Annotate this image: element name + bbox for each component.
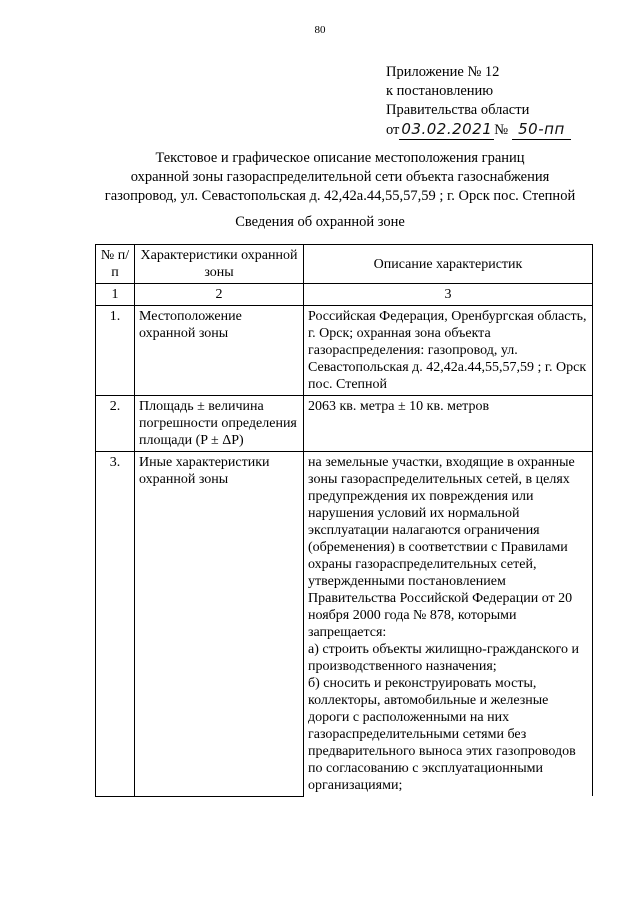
appendix-date-line [386,120,571,140]
row-characteristic: Площадь ± величина погрешности определения площади (P ± ΔP) [135,396,304,452]
index-cell: 3 [304,284,593,306]
table-index-row [96,284,593,306]
zone-table [95,244,593,797]
title-line-3: газопровод, ул. Севастопольская д. 42,42а.44,55,57,59 ; г. Орск пос. Степной [104,188,576,204]
row-description: 2063 кв. метра ± 10 кв. метров [304,396,593,452]
row-characteristic: Иные характеристики охранной зоны [135,452,304,797]
header-num: № п/п [96,245,135,284]
row-num: 2. [96,396,135,452]
appendix-line-2: к постановлению [386,83,494,99]
appendix-line-1: Приложение № 12 [386,64,500,80]
date-prefix: от [386,122,400,138]
row-num: 3. [96,452,135,797]
appendix-line-3: Правительства области [386,102,530,118]
handwritten-number: 50-пп [512,120,571,140]
header-description: Описание характеристик [304,245,593,284]
table-row [96,452,593,797]
title-line-2: охранной зоны газораспределительной сети объекта газоснабжения [130,169,550,185]
title-line-1: Текстовое и графическое описание местоположения границ [155,150,525,166]
row-description [304,452,593,797]
table-row [96,396,593,452]
table-row [96,306,593,396]
row-description: Российская Федерация, Оренбургская область, г. Орск; охранная зона объекта газораспределения: газопровод, ул. Севастопольская д. 42,42а.44,55,57,59 ; г. Орск пос. Степной [304,306,593,396]
handwritten-date: 03.02.2021 [401,120,493,138]
table-header-row [96,245,593,284]
description-paragraph: на земельные участки, входящие в охранные зоны газораспределительных сетей, в целях предупреждения их повреждения или нарушения условий их нормальной эксплуатации налагаются ограничения (обременения) в соответствии с Правилами охраны газораспределительных сетей, утвержденными постановлением Правительства Российской Федерации от 20 ноября 2000 года № 878, которыми запрещается: [308,455,575,640]
index-cell: 1 [96,284,135,306]
section-subtitle: Сведения об охранной зоне [235,214,405,230]
page-number: 80 [314,24,326,36]
appendix-block [386,63,571,140]
document-title [80,149,600,206]
index-cell: 2 [135,284,304,306]
number-sign: № [494,122,509,138]
row-num: 1. [96,306,135,396]
header-characteristic: Характеристики охранной зоны [135,245,304,284]
row-characteristic: Местоположение охранной зоны [135,306,304,396]
description-item-b: б) сносить и реконструировать мосты, коллекторы, автомобильные и железные дороги с расположенными на них газораспределительными сетями без предварительного выноса этих газопроводов по согласованию с эксплуатационными организациями; [308,676,576,793]
description-item-a: а) строить объекты жилищно-гражданского и производственного назначения; [308,642,579,674]
